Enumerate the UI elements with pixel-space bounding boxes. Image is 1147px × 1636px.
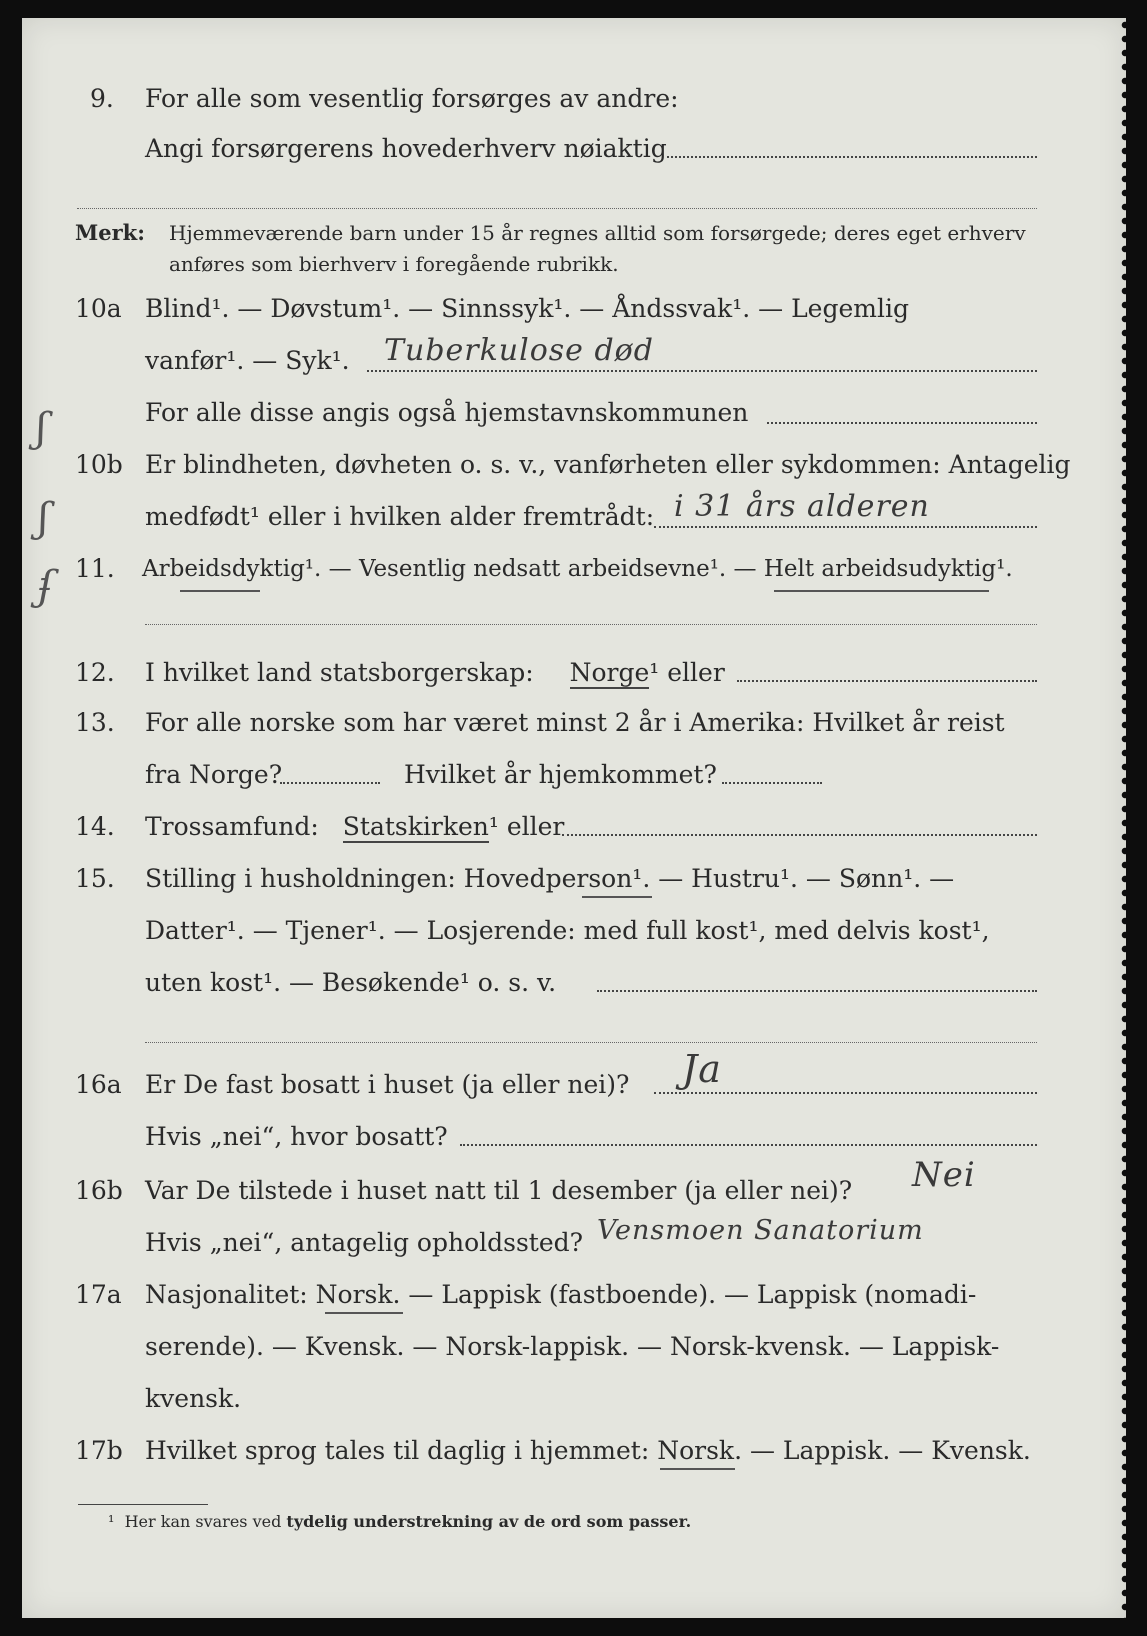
q17b-line1: Hvilket sprog tales til daglig i hjemmet: Norsk. — Lappisk. — Kvensk. bbox=[145, 1436, 1031, 1465]
q12-answer-line[interactable] bbox=[737, 680, 1037, 682]
q13-line2a: fra Norge? bbox=[145, 760, 283, 789]
q15-line3: uten kost¹. — Besøkende¹ o. s. v. bbox=[145, 968, 557, 997]
census-form-page bbox=[22, 18, 1126, 1618]
q12-tail: ¹ eller bbox=[649, 658, 725, 687]
q14-tail: ¹ eller bbox=[488, 812, 565, 841]
q14-statskirken: Statskirken bbox=[342, 812, 489, 841]
q17b-number: 17b bbox=[75, 1436, 123, 1465]
margin-pencil-mark: ʄ bbox=[38, 563, 53, 609]
q15-number: 15. bbox=[75, 864, 115, 893]
q10b-answer-line[interactable] bbox=[654, 526, 1037, 528]
merk-line2: anføres som bierhverv i foregående rubrikk. bbox=[169, 252, 619, 276]
q10a-line1: Blind¹. — Døvstum¹. — Sinnssyk¹. — Åndssvak¹. — Legemlig bbox=[145, 294, 909, 323]
q13-line2b: Hvilket år hjemkommet? bbox=[404, 760, 717, 789]
q15-answer-line[interactable] bbox=[597, 990, 1037, 992]
q12-norge: Norge bbox=[569, 658, 650, 687]
q10a-hjemstavn-line[interactable] bbox=[767, 422, 1037, 424]
q10b-handwritten-answer: i 31 års alderen bbox=[674, 489, 930, 524]
q16b-number: 16b bbox=[75, 1176, 123, 1205]
q10b-line1: Er blindheten, døvheten o. s. v., vanførheten eller sykdommen: Antagelig bbox=[145, 450, 1071, 479]
footnote-mark: ¹ bbox=[108, 1512, 115, 1531]
q14-label: Trossamfund: bbox=[145, 812, 319, 841]
q11-underline-arbeidsdyktig bbox=[180, 590, 260, 592]
merk-label: Merk: bbox=[75, 220, 145, 245]
margin-pencil-mark: ʃ bbox=[36, 405, 47, 451]
q10b-number: 10b bbox=[75, 450, 123, 479]
q13-hjemkommet-line[interactable] bbox=[722, 782, 822, 784]
q10a-answer-line[interactable] bbox=[367, 370, 1037, 372]
q17a-line3: kvensk. bbox=[145, 1384, 242, 1413]
q9-line1: For alle som vesentlig forsørges av andre: bbox=[145, 84, 679, 113]
q16a-handwritten-answer: Ja bbox=[682, 1047, 722, 1091]
q13-number: 13. bbox=[75, 708, 115, 737]
q15-underline-hovedperson bbox=[582, 896, 652, 898]
divider-line bbox=[77, 208, 1037, 209]
q10a-line2: vanfør¹. — Syk¹. bbox=[145, 346, 350, 375]
footnote-bold-text: tydelig understrekning av de ord som passer. bbox=[286, 1512, 692, 1531]
q16a-answer-line[interactable] bbox=[654, 1092, 1037, 1094]
q17b-underline-norsk bbox=[660, 1468, 735, 1470]
q13-line1: For alle norske som har været minst 2 år i Amerika: Hvilket år reist bbox=[145, 708, 1005, 737]
q9-number: 9. bbox=[90, 84, 114, 113]
q11-line1: Arbeidsdyktig¹. — Vesentlig nedsatt arbeidsevne¹. — Helt arbeidsudyktig¹. bbox=[142, 556, 1013, 582]
q13-reist-line[interactable] bbox=[280, 782, 380, 784]
q14-number: 14. bbox=[75, 812, 115, 841]
q17a-underline-norsk bbox=[325, 1312, 403, 1314]
q17a-number: 17a bbox=[75, 1280, 122, 1309]
q11-underline-udyktig bbox=[774, 590, 989, 592]
q9-line2: Angi forsørgerens hovederhverv nøiaktig bbox=[145, 134, 667, 163]
q15-line2: Datter¹. — Tjener¹. — Losjerende: med full kost¹, med delvis kost¹, bbox=[145, 916, 990, 945]
q12-label: I hvilket land statsborgerskap: bbox=[145, 658, 534, 687]
q12-number: 12. bbox=[75, 658, 115, 687]
q10a-line3: For alle disse angis også hjemstavnskommunen bbox=[145, 398, 749, 427]
q16b-line1: Var De tilstede i huset natt til 1 desember (ja eller nei)? bbox=[145, 1176, 853, 1205]
q11-extra-line bbox=[145, 624, 1037, 625]
q11-number: 11. bbox=[75, 554, 115, 583]
footnote-text: Her kan svares ved bbox=[124, 1512, 282, 1531]
q16a-line1: Er De fast bosatt i huset (ja eller nei)? bbox=[145, 1070, 630, 1099]
q15-extra-line bbox=[145, 1042, 1037, 1043]
footnote-rule bbox=[78, 1504, 208, 1505]
q10b-line2: medfødt¹ eller i hvilken alder fremtrådt: bbox=[145, 502, 655, 531]
q14-answer-line[interactable] bbox=[562, 834, 1037, 836]
perforated-edge bbox=[1118, 18, 1132, 1618]
q10a-handwritten-answer: Tuberkulose død bbox=[384, 333, 654, 368]
q17a-line2: serende). — Kvensk. — Norsk-lappisk. — Norsk-kvensk. — Lappisk- bbox=[145, 1332, 1000, 1361]
q10a-number: 10a bbox=[75, 294, 122, 323]
q16a-line2: Hvis „nei“, hvor bosatt? bbox=[145, 1122, 448, 1151]
margin-pencil-mark: ʃ bbox=[38, 495, 49, 541]
q16a-number: 16a bbox=[75, 1070, 122, 1099]
q16a-bosatt-line[interactable] bbox=[460, 1144, 1037, 1146]
q17a-line1: Nasjonalitet: Norsk. — Lappisk (fastboende). — Lappisk (nomadi- bbox=[145, 1280, 977, 1309]
q16b-handwritten-answer1: Nei bbox=[912, 1155, 976, 1195]
q16b-handwritten-answer2: Vensmoen Sanatorium bbox=[597, 1215, 924, 1246]
q9-answer-line[interactable] bbox=[667, 156, 1037, 158]
q15-line1: Stilling i husholdningen: Hovedperson¹. — Hustru¹. — Sønn¹. — bbox=[145, 864, 955, 893]
merk-line1: Hjemmeværende barn under 15 år regnes alltid som forsørgede; deres eget erhverv bbox=[169, 221, 1026, 245]
q16b-line2: Hvis „nei“, antagelig opholdssted? bbox=[145, 1228, 584, 1257]
